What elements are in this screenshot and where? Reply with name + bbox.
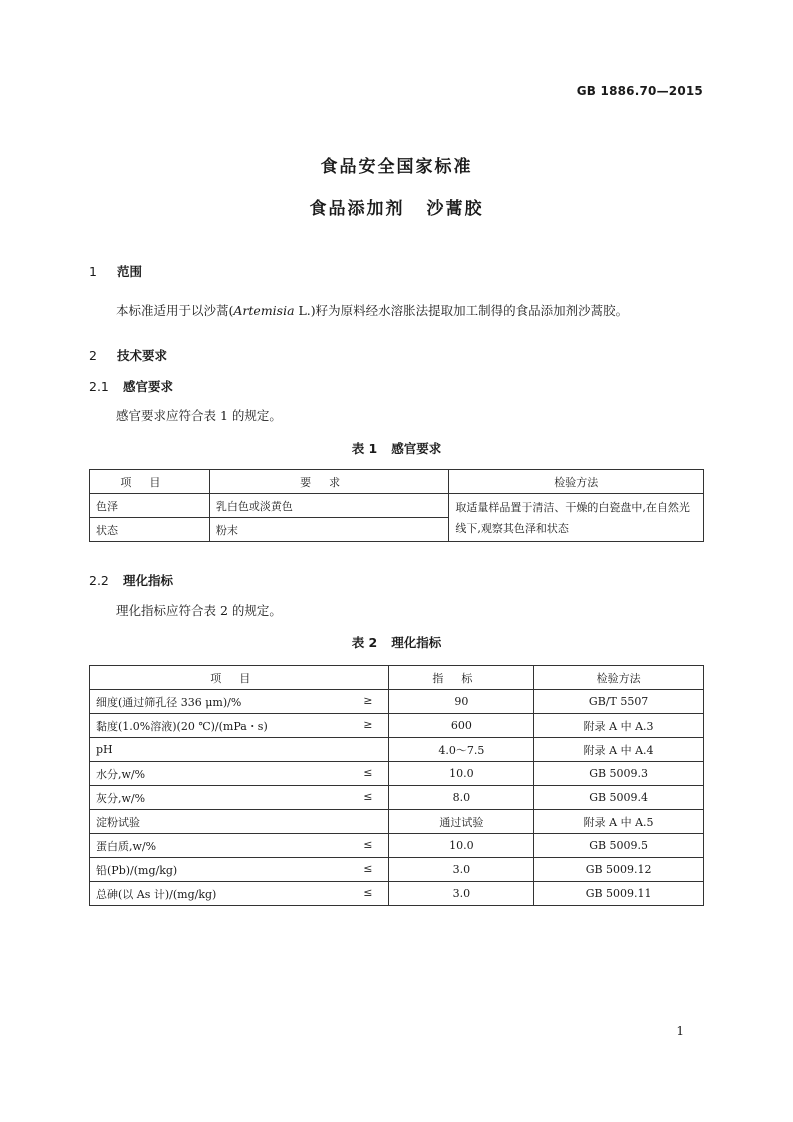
table-cell-item: 状态	[90, 518, 210, 542]
item-text: 黏度(1.0%溶液)(20 ℃)/(mPa・s)	[96, 719, 268, 733]
table-cell-item	[90, 858, 389, 882]
table1-caption	[0, 439, 793, 457]
item-text: pH	[96, 743, 113, 756]
page-number: 1	[676, 1024, 684, 1038]
table-cell-item	[90, 882, 389, 906]
table-cell-method: GB 5009.3	[534, 762, 704, 786]
comparison-symbol: ≤	[363, 789, 373, 803]
table-header-row	[90, 666, 704, 690]
table-row	[90, 714, 704, 738]
table-cell-item	[90, 762, 389, 786]
comparison-symbol: ≤	[363, 837, 373, 851]
table-cell-method: GB/T 5507	[534, 690, 704, 714]
table-header-cell: 检验方法	[449, 470, 704, 494]
table-cell-value: 4.0～7.5	[389, 738, 534, 762]
table-header-row	[90, 470, 704, 494]
section-1-heading	[89, 262, 142, 280]
table-header-cell: 项目	[90, 666, 389, 690]
table-cell-value: 10.0	[389, 762, 534, 786]
table-cell-item	[90, 738, 389, 762]
table-cell-item	[90, 834, 389, 858]
table-cell-method: 取适量样品置于清洁、干燥的白瓷盘中,在自然光线下,观察其色泽和状态	[449, 494, 704, 542]
table-cell-value: 8.0	[389, 786, 534, 810]
section-2-1-paragraph: 感官要求应符合表 1 的规定。	[116, 408, 282, 423]
table-cell-value: 90	[389, 690, 534, 714]
section-2-2-heading	[89, 571, 173, 589]
table1-caption-title: 感官要求	[391, 441, 442, 456]
table-header-cell: 要求	[209, 470, 449, 494]
table-cell-method: 附录 A 中 A.3	[534, 714, 704, 738]
comparison-symbol: ≤	[363, 765, 373, 779]
doc-title-category: 食品添加剂	[309, 199, 405, 219]
table-cell-value: 通过试验	[389, 810, 534, 834]
table1-sensory	[89, 469, 704, 542]
table-row	[90, 494, 704, 518]
scope-paragraph	[116, 301, 628, 319]
standard-code-number: 1886.70—2015	[600, 84, 703, 98]
section-2-1-heading	[89, 377, 173, 395]
table-cell-method: GB 5009.4	[534, 786, 704, 810]
item-text: 淀粉试验	[96, 815, 140, 829]
section-2-heading	[89, 346, 167, 364]
table-cell-item: 色泽	[90, 494, 210, 518]
section-title: 理化指标	[123, 573, 174, 588]
standard-code	[577, 84, 703, 98]
table-cell-requirement: 乳白色或淡黄色	[209, 494, 449, 518]
table-row	[90, 690, 704, 714]
table-cell-method: GB 5009.5	[534, 834, 704, 858]
section-title: 技术要求	[117, 348, 168, 363]
table-row	[90, 786, 704, 810]
table-cell-value: 3.0	[389, 882, 534, 906]
table-cell-method: 附录 A 中 A.5	[534, 810, 704, 834]
table-cell-item	[90, 690, 389, 714]
table-row	[90, 858, 704, 882]
scope-text-b: L.)籽为原料经水溶胀法提取加工制得的食品添加剂沙蒿胶。	[294, 303, 629, 318]
table2-caption-number: 表 2	[351, 635, 378, 650]
scope-latin-name: Artemisia	[233, 303, 295, 318]
table-cell-requirement: 粉末	[209, 518, 449, 542]
item-text: 水分,w/%	[96, 767, 146, 781]
table-cell-item	[90, 786, 389, 810]
table-row	[90, 834, 704, 858]
item-text: 细度(通过筛孔径 336 μm)/%	[96, 695, 242, 709]
table1-caption-number: 表 1	[351, 441, 378, 456]
doc-title-line1: 食品安全国家标准	[320, 157, 473, 177]
standard-code-prefix: GB	[576, 84, 597, 98]
table-row	[90, 810, 704, 834]
section-number: 2.1	[89, 379, 109, 394]
table-cell-value: 3.0	[389, 858, 534, 882]
table-header-cell: 项目	[90, 470, 210, 494]
table2-caption-title: 理化指标	[391, 635, 442, 650]
item-text: 蛋白质,w/%	[96, 839, 157, 853]
table-cell-item	[90, 714, 389, 738]
section-title: 感官要求	[123, 379, 174, 394]
table-cell-item	[90, 810, 389, 834]
table2-caption	[0, 633, 793, 651]
table-cell-value: 600	[389, 714, 534, 738]
comparison-symbol: ≥	[363, 693, 373, 707]
table2-physicochemical	[89, 665, 704, 906]
comparison-symbol: ≤	[363, 885, 373, 899]
scope-text-a: 本标准适用于以沙蒿(	[116, 303, 234, 318]
item-text: 铅(Pb)/(mg/kg)	[96, 863, 178, 877]
table-row	[90, 882, 704, 906]
section-number: 2	[89, 348, 97, 363]
table-cell-value: 10.0	[389, 834, 534, 858]
section-number: 2.2	[89, 573, 109, 588]
table-cell-method: GB 5009.12	[534, 858, 704, 882]
item-text: 总砷(以 As 计)/(mg/kg)	[96, 887, 217, 901]
comparison-symbol: ≤	[363, 861, 373, 875]
table-cell-method: GB 5009.11	[534, 882, 704, 906]
section-title: 范围	[117, 264, 143, 279]
table-row	[90, 738, 704, 762]
table-header-cell: 指标	[389, 666, 534, 690]
item-text: 灰分,w/%	[96, 791, 146, 805]
doc-title-line2	[0, 194, 793, 219]
table-cell-method: 附录 A 中 A.4	[534, 738, 704, 762]
comparison-symbol: ≥	[363, 717, 373, 731]
table-header-cell: 检验方法	[534, 666, 704, 690]
doc-title-product: 沙蒿胶	[426, 199, 484, 219]
table-row	[90, 762, 704, 786]
section-2-2-paragraph: 理化指标应符合表 2 的规定。	[116, 603, 282, 618]
section-number: 1	[89, 264, 97, 279]
